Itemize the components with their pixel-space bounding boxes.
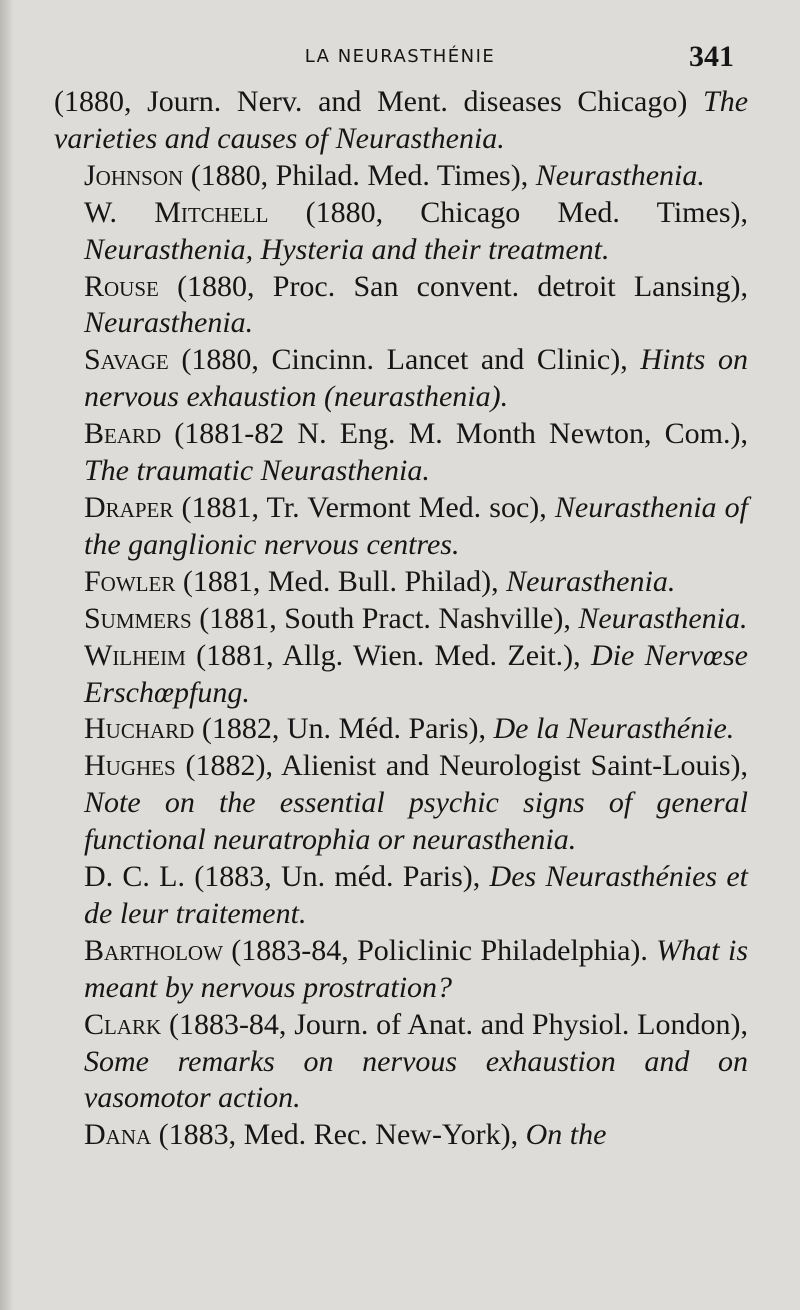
entry-title: Des Neurasthénies et de leur traitement. (84, 860, 748, 930)
entry-author: Fowler (84, 564, 176, 598)
bibliography-entry (54, 416, 748, 490)
entry-author: Beard (84, 417, 162, 451)
page-header (0, 40, 800, 80)
entry-title: Neurasthenia. (578, 601, 748, 635)
bibliography-entry (54, 859, 748, 933)
entry-author: Huchard (84, 712, 195, 746)
entry-source: (1883, Med. Rec. New-York), (151, 1118, 526, 1152)
entry-source: (1883, Un. méd. Paris), (185, 860, 490, 894)
entry-title: The varieties and causes of Neurasthenia. (54, 85, 749, 155)
entry-author: Wilheim (84, 638, 186, 672)
entry-source: (1883-84, Policlinic Philadelphia). (222, 933, 657, 967)
entry-source: (1881-82 N. Eng. M. Month Newton, Com.), (161, 417, 748, 451)
entry-title: Neurasthenia. (506, 564, 676, 598)
bibliography-entry (54, 1007, 748, 1118)
entry-title: On the (525, 1118, 607, 1152)
entry-title: Die Nervœse Erschœpfung. (84, 638, 749, 709)
entry-title: Neurasthenia. (84, 306, 254, 340)
entry-source: (1881, Med. Bull. Philad), (175, 564, 507, 598)
entry-author: Hughes (84, 749, 176, 783)
entry-source: (1880, Philad. Med. Times), (183, 158, 536, 192)
entry-title: Neurasthenia. (535, 158, 705, 192)
entry-title: Note on the essential psychic signs of general functional neuratrophia or neurasthenia. (84, 786, 748, 857)
entry-author: Dana (84, 1118, 152, 1152)
entry-title: What is meant by nervous prostration? (84, 933, 748, 1004)
bibliography-entry (54, 638, 748, 712)
entry-source: (1882, Un. Méd. Paris), (194, 712, 494, 746)
bibliography-entry (54, 1117, 748, 1154)
bibliography-entry (54, 933, 748, 1007)
bibliography-entry (54, 748, 748, 859)
entry-title: Neurasthenia of the ganglionic nervous centres. (84, 490, 748, 561)
bibliography-entry (54, 342, 748, 416)
entry-source: (1880, Cincinn. Lancet and Clinic), (168, 343, 641, 377)
entry-author: D. C. L. (84, 860, 185, 894)
entry-author: Bartholow (84, 933, 223, 967)
entry-title: The traumatic Neurasthenia. (84, 454, 430, 488)
entry-author: Draper (84, 490, 174, 524)
bibliography-entry (54, 195, 748, 269)
entry-source: (1882), Alienist and Neurologist Saint-Louis), (175, 749, 748, 783)
entry-author: W. Mitchell (84, 195, 269, 229)
bibliography-entry (54, 490, 748, 564)
bibliography-entry (54, 84, 748, 158)
entry-source: (1883-84, Journ. of Anat. and Physiol. London), (161, 1007, 748, 1041)
bibliography-list (54, 84, 748, 1154)
entry-author: Rouse (84, 269, 159, 303)
entry-author: Summers (84, 601, 192, 635)
bibliography-entry (54, 711, 748, 748)
bibliography-entry (54, 601, 748, 638)
entry-source: (1881, Tr. Vermont Med. soc), (173, 490, 555, 524)
entry-title: De la Neurasthénie. (493, 712, 735, 746)
entry-source: (1881, South Pract. Nashville), (191, 601, 579, 635)
entry-source: (1881, Allg. Wien. Med. Zeit.), (185, 638, 592, 672)
entry-title: Hints on nervous exhaustion (neurasthenia). (84, 343, 748, 414)
bibliography-entry (54, 158, 748, 195)
entry-source: (1880, Chicago Med. Times), (268, 195, 748, 229)
entry-title: Neurasthenia, Hysteria and their treatment. (84, 232, 610, 266)
entry-source: (1880, Proc. San convent. detroit Lansing), (158, 269, 748, 303)
entry-title: Some remarks on nervous exhaustion and on vasomotor action. (84, 1044, 748, 1115)
entry-author: Johnson (84, 158, 184, 192)
entry-source: (1880, Journ. Nerv. and Ment. diseases Chicago) (54, 85, 688, 118)
entry-author: Savage (84, 343, 169, 377)
running-head: LA NEURASTHÉNIE (304, 46, 496, 67)
page-shadow (0, 0, 14, 1310)
bibliography-entry (54, 269, 748, 343)
entry-author: Clark (84, 1007, 162, 1041)
page-number: 341 (689, 40, 734, 73)
bibliography-entry (54, 564, 748, 601)
